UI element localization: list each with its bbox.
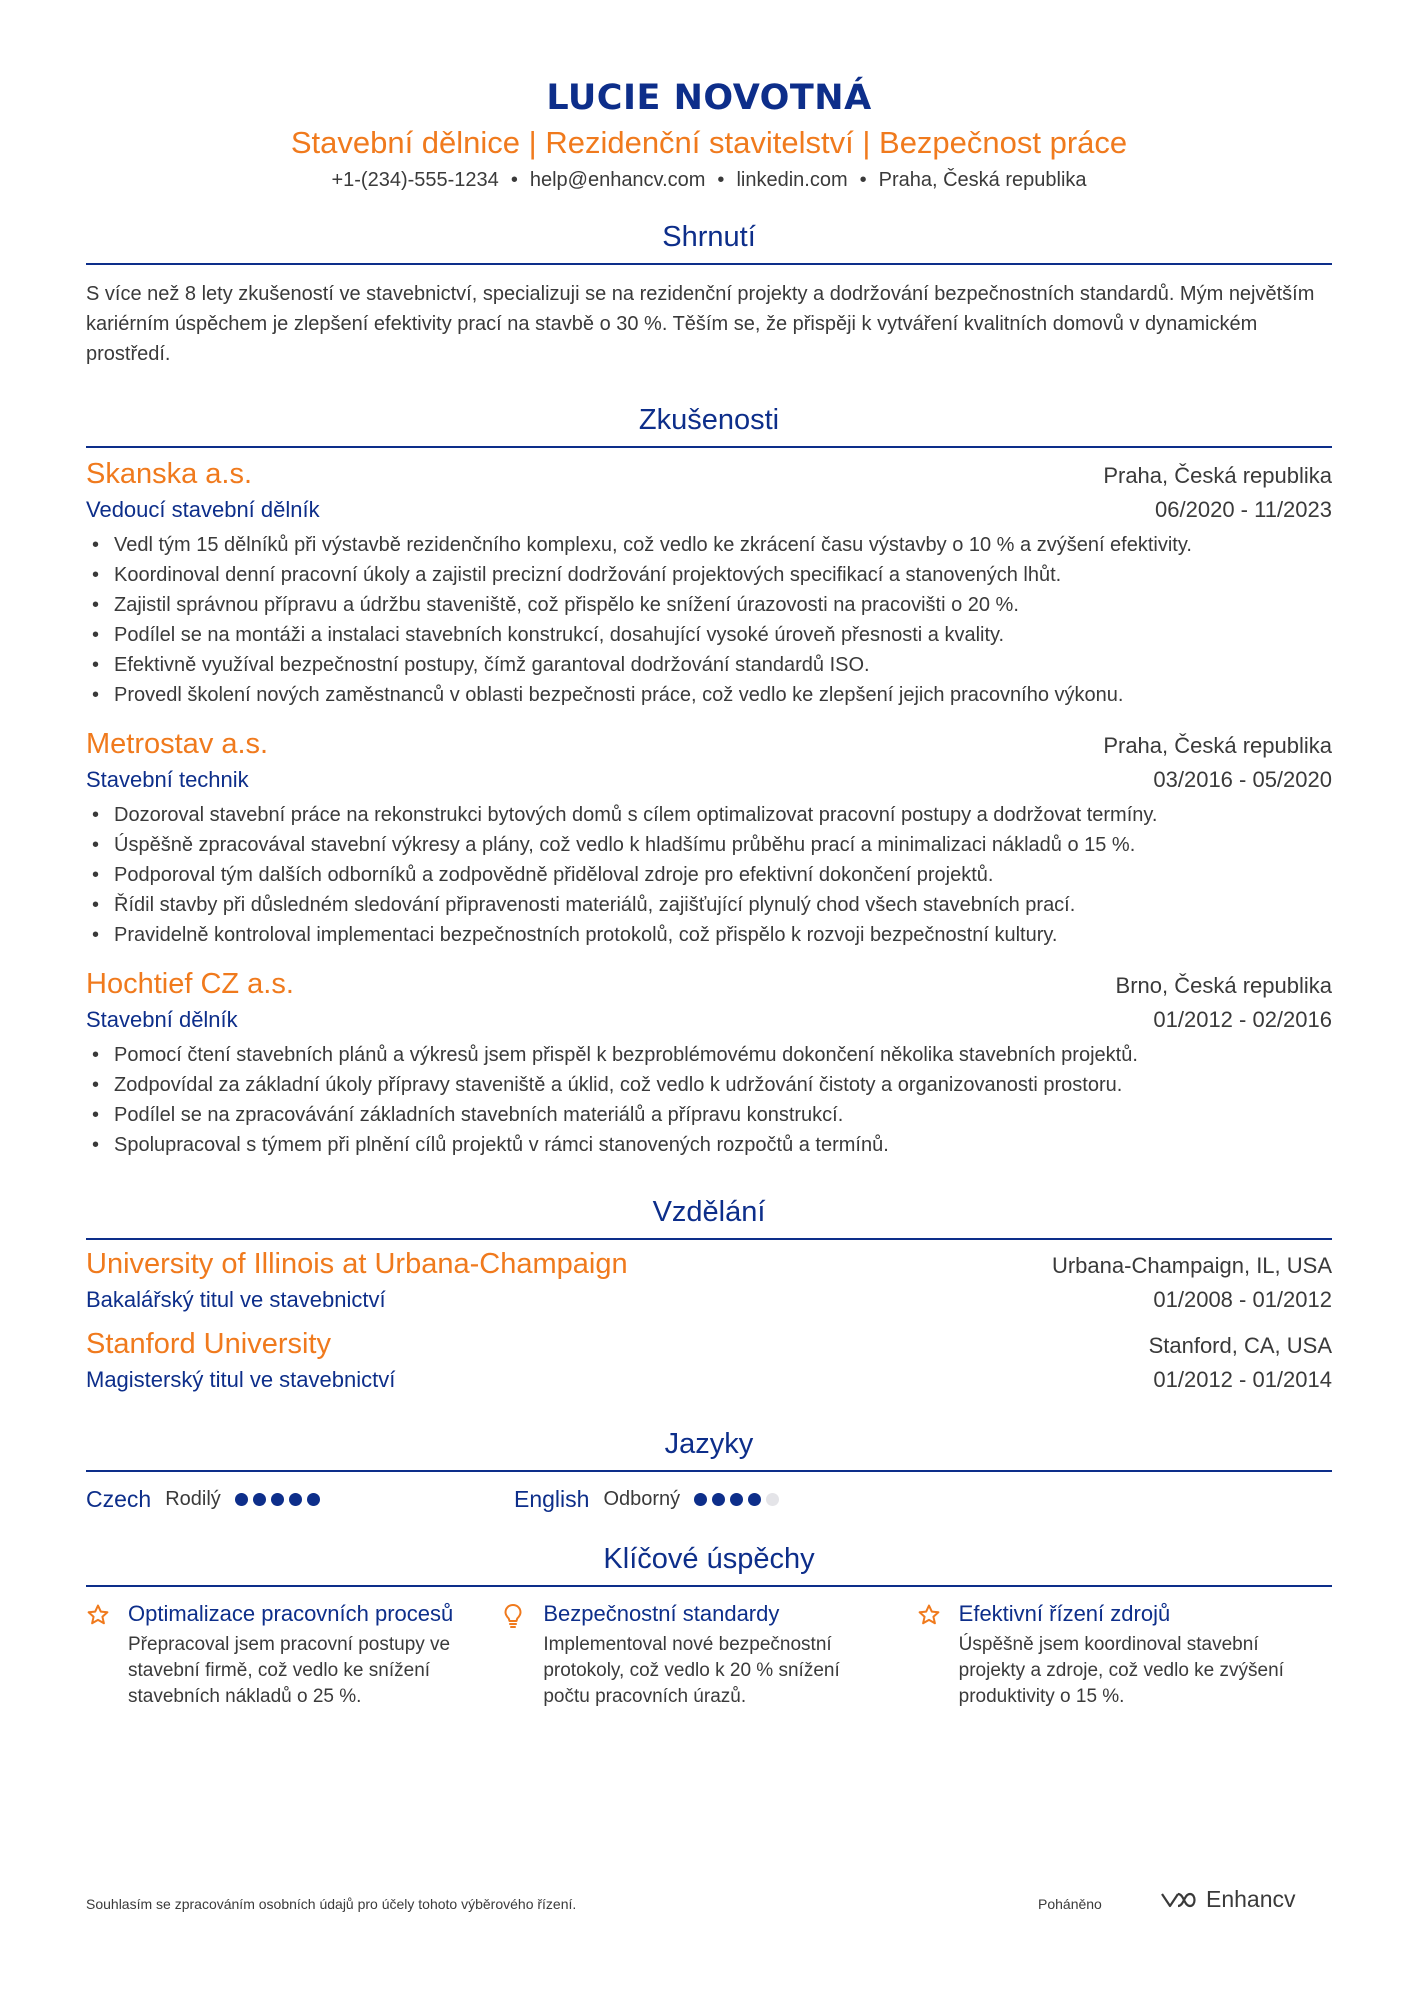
summary-section	[86, 219, 1332, 369]
section-divider	[86, 1585, 1332, 1587]
bullet-item: • Pomocí čtení stavebních plánů a výkresů jsem přispěl k bezproblémovému dokončení několika stavebních projektů.	[86, 1040, 1332, 1070]
achievement-description: Přepracoval jsem pracovní postupy ve stavební firmě, což vedlo ke snížení stavebních nákladů o 25 %.	[128, 1634, 451, 1707]
separator-dot: •	[717, 169, 725, 191]
proficiency-dot-filled	[253, 1493, 266, 1506]
star-icon	[917, 1599, 959, 1710]
achievement-item	[917, 1599, 1332, 1710]
job-bullets	[86, 800, 1332, 950]
section-title-experience: Zkušenosti	[638, 404, 780, 436]
education-header-row	[86, 1246, 1332, 1284]
job-role: Stavební technik	[86, 767, 249, 792]
degree-name: Bakalářský titul ve stavebnictví	[86, 1287, 386, 1312]
achievement-body	[959, 1599, 1299, 1710]
section-divider	[86, 1238, 1332, 1240]
proficiency-dot-filled	[694, 1493, 707, 1506]
company-name: Hochtief CZ a.s.	[86, 968, 294, 1000]
job-role: Vedoucí stavební dělník	[86, 497, 320, 522]
achievement-title: Efektivní řízení zdrojů	[958, 1601, 1171, 1626]
section-divider	[86, 263, 1332, 265]
job-list	[86, 456, 1332, 1160]
location: Praha, Česká republika	[878, 169, 1087, 191]
phone: +1-(234)-555-1234	[331, 169, 499, 191]
candidate-name: LUCIE NOVOTNÁ	[546, 78, 872, 118]
job-location: Praha, Česká republika	[1103, 463, 1332, 488]
achievement-title: Bezpečnostní standardy	[543, 1601, 780, 1626]
proficiency-dot-filled	[748, 1493, 761, 1506]
enhancv-logo-icon	[1158, 1888, 1200, 1912]
languages-section	[86, 1426, 1332, 1513]
education-list	[86, 1246, 1332, 1396]
bullet-item: • Zodpovídal za základní úkoly přípravy staveniště a úklid, což vedlo k udržování čistoty a organizovanosti prostoru.	[86, 1070, 1332, 1100]
bullet-item: • Podílel se na zpracovávání základních stavebních materiálů a přípravu konstrukcí.	[86, 1100, 1332, 1130]
enhancv-logo[interactable]	[1158, 1886, 1296, 1913]
job-bullets	[86, 1040, 1332, 1160]
bullet-item: • Dozoroval stavební práce na rekonstrukci bytových domů s cílem optimalizovat pracovní postupy a dodržovat termíny.	[86, 800, 1332, 830]
education-subheader-row	[86, 1284, 1332, 1316]
job-dates: 01/2012 - 02/2016	[1153, 1007, 1332, 1032]
consent-note: Souhlasím se zpracováním osobních údajů pro účely tohoto výběrového řízení.	[86, 1896, 577, 1912]
section-title-achievements: Klíčové úspěchy	[603, 1543, 815, 1575]
proficiency-dot-filled	[235, 1493, 248, 1506]
achievement-description: Implementoval nové bezpečnostní protokoly, což vedlo k 20 % snížení počtu pracovních úrazů.	[543, 1634, 840, 1707]
school-name: Stanford University	[86, 1328, 331, 1360]
job-dates: 03/2016 - 05/2020	[1153, 767, 1332, 792]
achievement-title: Optimalizace pracovních procesů	[128, 1601, 454, 1626]
job-entry	[86, 726, 1332, 950]
brand-name: Enhancv	[1206, 1886, 1296, 1912]
company-name: Metrostav a.s.	[86, 728, 269, 760]
bullet-item: • Podporoval tým dalších odborníků a zodpovědně přiděloval zdroje pro efektivní dokončení projektů.	[86, 860, 1332, 890]
linkedin: linkedin.com	[736, 169, 848, 191]
section-divider	[86, 1470, 1332, 1472]
language-list	[86, 1486, 1332, 1513]
job-location: Praha, Česká republika	[1103, 733, 1332, 758]
job-dates: 06/2020 - 11/2023	[1155, 497, 1332, 522]
bullet-item: • Zajistil správnou přípravu a údržbu staveniště, což přispělo ke snížení úrazovosti na pracovišti o 20 %.	[86, 590, 1332, 620]
job-location: Brno, Česká republika	[1115, 973, 1332, 998]
education-section	[86, 1194, 1332, 1396]
email: help@enhancv.com	[529, 169, 706, 191]
section-title-languages: Jazyky	[664, 1428, 754, 1460]
bullet-item: • Koordinoval denní pracovní úkoly a zajistil precizní dodržování projektových specifikací a stanovených lhůt.	[86, 560, 1332, 590]
education-dates: 01/2008 - 01/2012	[1153, 1287, 1332, 1312]
summary-text: S více než 8 lety zkušeností ve stavebnictví, specializuji se na rezidenční projekty a dodržování bezpečnostních standardů. Mým největším kariérním úspěchem je zlepšení efektivity prací na stavbě o 30 %. Těším se, že přispěji k vytváření kvalitních domovů v dynamickém prostředí.	[86, 283, 1315, 365]
contact-line	[86, 167, 1332, 193]
achievements-section	[86, 1541, 1332, 1710]
proficiency-dot-filled	[289, 1493, 302, 1506]
bullet-item: • Provedl školení nových zaměstnanců v oblasti bezpečnosti práce, což vedlo ke zlepšení jejich pracovního výkonu.	[86, 680, 1332, 710]
separator-dot: •	[859, 169, 867, 191]
achievement-item	[501, 1599, 916, 1710]
job-bullets	[86, 530, 1332, 710]
school-name: University of Illinois at Urbana-Champaign	[86, 1248, 628, 1280]
bullet-item: • Efektivně využíval bezpečnostní postupy, čímž garantoval dodržování standardů ISO.	[86, 650, 1332, 680]
education-subheader-row	[86, 1364, 1332, 1396]
proficiency-dot-filled	[271, 1493, 284, 1506]
achievement-body	[543, 1599, 883, 1710]
achievement-description: Úspěšně jsem koordinoval stavební projekty a zdroje, což vedlo ke zvýšení produktivity o 15 %.	[958, 1634, 1284, 1707]
degree-name: Magisterský titul ve stavebnictví	[86, 1367, 396, 1392]
resume-page	[86, 0, 1332, 1995]
bullet-item: • Pravidelně kontroloval implementaci bezpečnostních protokolů, což přispělo k rozvoji bezpečnostní kultury.	[86, 920, 1332, 950]
bullet-item: • Podílel se na montáži a instalaci stavebních konstrukcí, dosahující vysoké úroveň přesnosti a kvality.	[86, 620, 1332, 650]
proficiency-dot-empty	[766, 1493, 779, 1506]
job-header-row	[86, 966, 1332, 1004]
bullet-item: • Řídil stavby při důsledném sledování připravenosti materiálů, zajišťující plynulý chod všech stavebních prací.	[86, 890, 1332, 920]
bullet-item: • Spolupracoval s týmem při plnění cílů projektů v rámci stanovených rozpočtů a termínů.	[86, 1130, 1332, 1160]
language-level: Odborný	[603, 1488, 681, 1510]
job-subheader-row	[86, 764, 1332, 796]
powered-by-label: Poháněno	[1038, 1896, 1102, 1912]
bullet-item: • Úspěšně zpracovával stavební výkresy a plány, což vedlo k hladšímu průběhu prací a minimalizaci nákladů o 15 %.	[86, 830, 1332, 860]
job-entry	[86, 456, 1332, 710]
proficiency-dot-filled	[307, 1493, 320, 1506]
school-location: Stanford, CA, USA	[1148, 1333, 1332, 1358]
school-location: Urbana-Champaign, IL, USA	[1051, 1253, 1332, 1278]
bullet-item: • Vedl tým 15 dělníků při výstavbě rezidenčního komplexu, což vedlo ke zkrácení času výstavby o 10 % a zvýšení efektivity.	[86, 530, 1332, 560]
language-name: Czech	[86, 1486, 152, 1512]
language-entry	[86, 1486, 514, 1513]
education-header-row	[86, 1326, 1332, 1364]
job-subheader-row	[86, 1004, 1332, 1036]
job-role: Stavební dělník	[86, 1007, 238, 1032]
proficiency-dots	[235, 1493, 325, 1506]
job-header-row	[86, 726, 1332, 764]
education-entry	[86, 1326, 1332, 1396]
star-icon	[86, 1599, 128, 1710]
candidate-tagline: Stavební dělnice | Rezidenční stavitelství | Bezpečnost práce	[290, 125, 1128, 160]
proficiency-dot-filled	[730, 1493, 743, 1506]
achievement-item	[86, 1599, 501, 1710]
section-divider	[86, 446, 1332, 448]
job-entry	[86, 966, 1332, 1160]
job-subheader-row	[86, 494, 1332, 526]
company-name: Skanska a.s.	[86, 458, 253, 490]
education-dates: 01/2012 - 01/2014	[1153, 1367, 1332, 1392]
achievement-body	[128, 1599, 468, 1710]
footer	[86, 1886, 1332, 1912]
experience-section	[86, 402, 1332, 1160]
language-level: Rodilý	[165, 1488, 221, 1510]
proficiency-dots	[694, 1493, 784, 1506]
education-entry	[86, 1246, 1332, 1316]
proficiency-dot-filled	[712, 1493, 725, 1506]
resume-header	[86, 0, 1332, 193]
language-name: English	[514, 1486, 590, 1512]
job-header-row	[86, 456, 1332, 494]
separator-dot: •	[510, 169, 518, 191]
section-title-summary: Shrnutí	[662, 221, 756, 253]
section-title-education: Vzdělání	[652, 1196, 766, 1228]
lightbulb-icon	[501, 1599, 543, 1710]
achievement-list	[86, 1599, 1332, 1710]
language-entry	[514, 1486, 942, 1513]
